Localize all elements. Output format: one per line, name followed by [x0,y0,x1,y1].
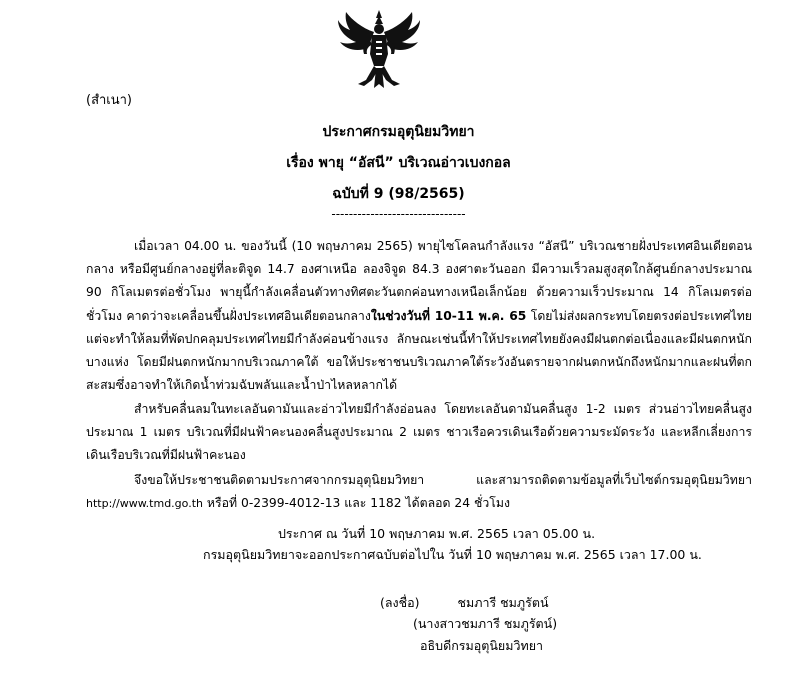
p1-text-end: โดยไม่ส่งผลกระทบโดยตรงต่อประเทศไทย แต่จะทำให้ลมที่พัดปกคลุมประเทศไทยมีกำลังค่อนข้างแรง ลักษณะเช่นนี้ทำให้ประเทศไทยยังคงมีฝนตกต่อเนื่องและมีฝนตกหนักบางแห่ง โดยมีฝนตกหนักมากบริเวณภาคใต้ ขอให้ประชาชนบริเวณภาคใต้ระวังอันตรายจากฝนตกหนักถึงหนักมากและฝนที่ตกสะสมซึ่งอาจทำให้เกิดน้ำท่วมฉับพลันและน้ำป่าไหลหลากได้ [86,308,753,393]
separator-line: ------------------------------- [331,207,466,221]
p1-bold-dates: ในช่วงวันที่ 10-11 พ.ค. 65 [370,308,527,323]
issue-number: ฉบับที่ 9 (98/2565) [332,186,465,202]
document-subject: เรื่อง พายุ “อัสนี” บริเวณอ่าวเบงกอล [286,155,511,171]
garuda-emblem-icon [334,8,424,90]
paragraph-sea-conditions: สำหรับคลื่นลมในทะเลอันดามันและอ่าวไทยมีกำลังอ่อนลง โดยทะเลอันดามันคลื่นสูง 1-2 เมตร ส่วนอ่าวไทยคลื่นสูงประมาณ 1 เมตร บริเวณที่มีฝนฟ้าคะนองคลื่นสูงประมาณ 2 เมตร ชาวเรือควรเดินเรือด้วยความระมัดระวัง และหลีกเลี่ยงการเดินเรือบริเวณที่มีฝนฟ้าคะนอง [86,402,752,463]
p3-text-end: หรือที่ 0-2399-4012-13 และ 1182 ได้ตลอด 24 ชั่วโมง [202,496,510,511]
signed-label: (ลงชื่อ) [380,595,420,610]
signer-name: ชมภารี ชมภูรัตน์ [457,595,549,610]
signer-full-name: (นางสาวชมภารี ชมภูรัตน์) [413,616,558,631]
next-announcement: กรมอุตุนิยมวิทยาจะออกประกาศฉบับต่อไปใน วันที่ 10 พฤษภาคม พ.ศ. 2565 เวลา 17.00 น. [203,547,702,562]
signer-position: อธิบดีกรมอุตุนิยมวิทยา [420,638,544,653]
signature-line [380,593,549,613]
paragraph-storm-details [86,235,752,397]
copy-label: (สำเนา) [86,93,133,108]
paragraph-contact [86,469,752,515]
p3-text-start: จึงขอให้ประชาชนติดตามประกาศจากกรมอุตุนิยมวิทยา และสามารถติดตามข้อมูลที่เว็บไซต์กรมอุตุนิยมวิทยา [134,473,752,487]
issued-datetime: ประกาศ ณ วันที่ 10 พฤษภาคม พ.ศ. 2565 เวลา 05.00 น. [278,526,596,541]
document-title: ประกาศกรมอุตุนิยมวิทยา [322,124,475,140]
website-link[interactable]: http://www.tmd.go.th [86,497,203,511]
p1-text-start: เมื่อเวลา 04.00 น. ของวันนี้ (10 พฤษภาคม 2565) พายุไซโคลนกำลังแรง “อัสนี” บริเวณชายฝั่งประเทศอินเดียตอนกลาง หรือมีศูนย์กลางอยู่ที่ละติจูด 14.7 องศาเหนือ ลองจิจูด 84.3 องศาตะวันออก มีความเร็วลมสูงสุดใกล้ศูนย์กลางประมาณ 90 กิโลเมตรต่อชั่วโมง พายุนี้กำลังเคลื่อนตัวทางทิศตะวันตกค่อนทางเหนือเล็กน้อย ด้วยความเร็วประมาณ 14 กิโลเมตรต่อชั่วโมง คาดว่าจะเคลื่อนขึ้นฝั่งประเทศอินเดียตอนกลาง [86,239,752,323]
